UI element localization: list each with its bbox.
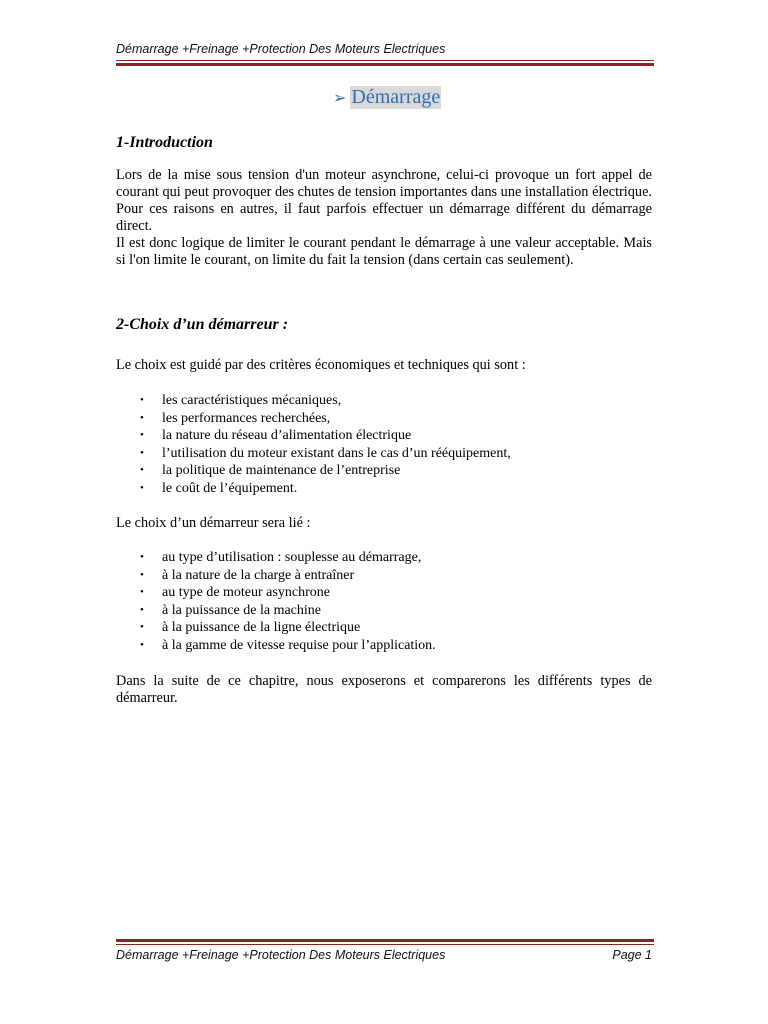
introduction-paragraph-2: Il est donc logique de limiter le courant pendant le démarrage à une valeur acceptable. Mais si l'on limite le courant, on limite du fait la tension (dans certain cas seulement). <box>116 235 652 268</box>
list-item: • à la puissance de la ligne électrique <box>140 620 361 636</box>
list-item: • les caractéristiques mécaniques, <box>140 393 342 408</box>
header-rule-thin <box>116 60 654 61</box>
criteria-list <box>140 392 511 498</box>
choix-intro-text: Le choix est guidé par des critères économiques et techniques qui sont : <box>116 357 526 373</box>
list-item: • la politique de maintenance de l’entreprise <box>140 463 401 479</box>
bullet-icon: • <box>140 621 144 634</box>
list-item: • l’utilisation du moteur existant dans le cas d’un rééquipement, <box>140 445 511 461</box>
bullet-icon: • <box>140 446 144 459</box>
bullet-icon: • <box>140 568 144 581</box>
bullet-icon: • <box>140 586 144 599</box>
introduction-paragraph-1: Lors de la mise sous tension d'un moteur asynchrone, celui-ci provoque un fort appel de courant qui peut provoquer des chutes de tension importantes dans une installation électrique. Pour ces raisons en autres, il faut parfois effectuer un démarrage différent du démarrage direct. <box>116 167 652 234</box>
arrow-bullet-icon: ➢ <box>333 89 347 107</box>
bullet-icon: • <box>140 394 144 406</box>
section-title <box>333 86 441 109</box>
header-rule-thick <box>116 63 654 66</box>
bullet-icon: • <box>140 603 144 616</box>
list-item: • les performances recherchées, <box>140 410 331 426</box>
choix-lie-intro: Le choix d’un démarreur sera lié : <box>116 515 311 531</box>
page-footer <box>116 948 652 962</box>
section-title-text: Démarrage <box>351 86 441 108</box>
introduction-body <box>116 167 652 269</box>
list-item: • au type de moteur asynchrone <box>140 585 330 601</box>
bullet-icon: • <box>140 638 144 651</box>
page-number: Page 1 <box>612 948 652 962</box>
list-item: • à la nature de la charge à entraîner <box>140 567 355 583</box>
list-item: • à la gamme de vitesse requise pour l’application. <box>140 637 436 653</box>
footer-title: Démarrage +Freinage +Protection Des Moteurs Electriques <box>116 948 446 962</box>
bullet-icon: • <box>140 429 144 442</box>
list-item: • le coût de l’équipement. <box>140 480 298 496</box>
list-item: • la nature du réseau d’alimentation électrique <box>140 428 412 444</box>
list-item: • à la puissance de la machine <box>140 602 321 618</box>
choix-heading: 2-Choix d’un démarreur : <box>116 316 289 333</box>
footer-rule-thin <box>116 944 654 945</box>
conclusion-text: Dans la suite de ce chapitre, nous exposerons et comparerons les différents types de démarreur. <box>116 673 652 706</box>
bullet-icon: • <box>140 481 144 494</box>
bullet-icon: • <box>140 551 144 563</box>
introduction-heading: 1-Introduction <box>116 134 213 151</box>
bullet-icon: • <box>140 411 144 424</box>
page-header-title: Démarrage +Freinage +Protection Des Moteurs Electriques <box>116 42 446 56</box>
footer-rule-thick <box>116 939 654 942</box>
list-item: • au type d’utilisation : souplesse au démarrage, <box>140 550 422 565</box>
bullet-icon: • <box>140 464 144 477</box>
factors-list <box>140 549 436 655</box>
